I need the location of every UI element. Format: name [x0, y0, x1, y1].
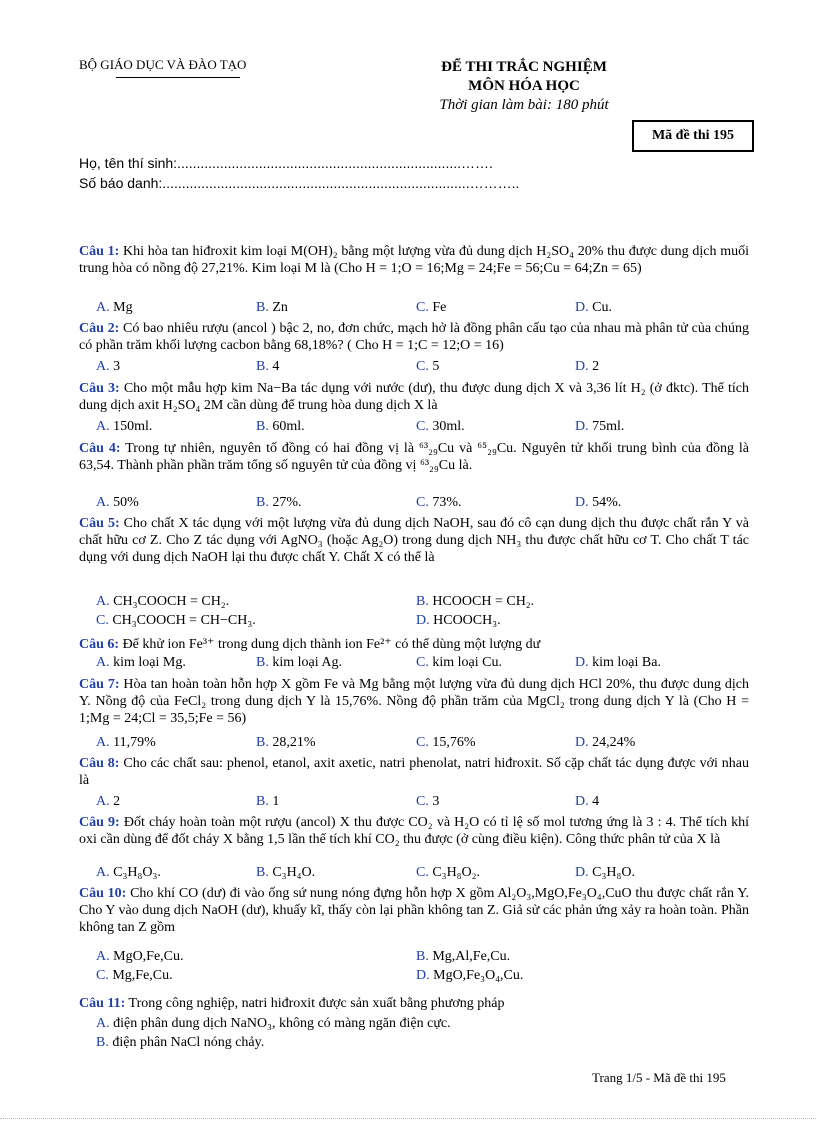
option-d[interactable]: [575, 734, 635, 751]
option-text: điện phân NaCl nóng chảy.: [108, 1035, 265, 1050]
option-list: [96, 948, 746, 984]
option-label: B.: [256, 655, 269, 670]
question-number: Câu 6:: [79, 637, 120, 652]
option-a[interactable]: [96, 593, 229, 610]
option-label: C.: [416, 359, 429, 374]
option-text: Mg,Fe,Cu.: [108, 968, 173, 983]
option-text: C₃H₈O₂.: [428, 865, 481, 880]
option-a[interactable]: [96, 864, 161, 881]
question-text: Cho một mẫu hợp kim Na−Ba tác dụng với nước (dư), thu được dung dịch X và 3,36 lít H₂ (ở đktc). Thể tích dung dịch axit H₂SO₄ 2M cần dùng để trung hòa dung dịch X là: [79, 381, 749, 413]
option-c[interactable]: [416, 654, 502, 671]
option-b[interactable]: [256, 358, 279, 375]
option-b[interactable]: [256, 864, 315, 881]
option-list: [96, 1015, 746, 1051]
option-label: C.: [416, 655, 429, 670]
option-label: C.: [416, 419, 429, 434]
option-text: MgO,Fe,Cu.: [109, 949, 184, 964]
option-c[interactable]: [416, 864, 480, 881]
option-text: CH₃COOCH = CH−CH₃.: [108, 613, 256, 628]
question-text: Khi hòa tan hiđroxit kim loại M(OH)₂ bằng một lượng vừa đủ dung dịch H₂SO₄ 20% thu được dung dịch muối trung hòa có nồng độ 27,21%. Kim loại M là (Cho H = 1;O = 16;Mg = 24;Fe = 56;Cu = 64;Zn = 65): [79, 244, 750, 276]
question-text: Cho khí CO (dư) đi vào ống sứ nung nóng đựng hỗn hợp X gồm Al₂O₃,MgO,Fe₃O₄,CuO thu được chất rắn Y. Cho Y vào dung dịch NaOH (dư), khuấy kĩ, thấy còn lại phần không tan Z. Giả sử các phản ứng xảy ra hoàn toàn. Phần không tan Z gồm: [79, 886, 749, 935]
option-c[interactable]: [416, 418, 465, 435]
question-6: [79, 636, 749, 653]
option-text: 2: [109, 794, 121, 809]
option-text: C₃H₈O₃.: [109, 865, 161, 880]
option-list: [96, 593, 746, 629]
option-label: B.: [416, 949, 429, 964]
option-text: 5: [428, 359, 440, 374]
option-text: CH₃COOCH = CH₂.: [109, 594, 230, 609]
option-text: HCOOCH₃.: [429, 613, 501, 628]
option-label: D.: [575, 495, 589, 510]
option-a[interactable]: [96, 793, 120, 810]
option-label: A.: [96, 495, 110, 510]
option-c[interactable]: [96, 967, 173, 984]
option-label: B.: [256, 735, 269, 750]
option-label: A.: [96, 865, 110, 880]
exam-subject: MÔN HÓA HỌC: [468, 78, 580, 94]
option-label: D.: [575, 300, 589, 315]
option-text: kim loại Cu.: [428, 655, 502, 670]
question-5: [79, 515, 749, 566]
option-label: B.: [256, 865, 269, 880]
exam-code-box: Mã đề thi 195: [632, 120, 754, 152]
option-d[interactable]: [575, 358, 599, 375]
option-text: kim loại Mg.: [109, 655, 186, 670]
option-text: 3: [428, 794, 440, 809]
option-d[interactable]: [575, 494, 621, 511]
option-text: 50%: [109, 495, 139, 510]
question-number: Câu 1:: [79, 244, 120, 259]
question-9: [79, 814, 749, 848]
option-d[interactable]: [575, 299, 612, 316]
option-c[interactable]: [96, 612, 256, 629]
candidate-name-line: Họ, tên thí sinh:.........................................................................…….: [79, 155, 493, 171]
question-number: Câu 10:: [79, 886, 127, 901]
option-c[interactable]: [416, 299, 446, 316]
option-label: D.: [575, 794, 589, 809]
option-text: 60ml.: [268, 419, 305, 434]
option-text: 4: [268, 359, 280, 374]
option-list: [96, 864, 746, 882]
question-4: [79, 440, 749, 474]
exam-duration: Thời gian làm bài: 180 phút: [439, 97, 609, 113]
option-label: C.: [416, 495, 429, 510]
option-list: [96, 418, 746, 436]
option-b[interactable]: [256, 654, 342, 671]
option-label: A.: [96, 359, 110, 374]
option-a[interactable]: [96, 948, 184, 965]
option-c[interactable]: [416, 358, 439, 375]
option-text: C₃H₄O.: [268, 865, 316, 880]
question-text: Cho các chất sau: phenol, etanol, axit axetic, natri phenolat, natri hiđroxit. Số cặp chất tác dụng được với nhau là: [79, 756, 750, 788]
option-label: A.: [96, 594, 110, 609]
option-b[interactable]: [416, 948, 510, 965]
question-text: Có bao nhiêu rượu (ancol ) bậc 2, no, đơn chức, mạch hở là đồng phân cấu tạo của nhau mà phân tử của chúng có phần trăm khối lượng cacbon bằng 68,18%? ( Cho H = 1;C = 12;O = 16): [79, 321, 749, 353]
question-text: Trong công nghiệp, natri hiđroxit được sản xuất bằng phương pháp: [125, 996, 505, 1011]
question-number: Câu 5:: [79, 516, 120, 531]
option-label: D.: [575, 865, 589, 880]
option-d[interactable]: [575, 864, 635, 881]
question-number: Câu 3:: [79, 381, 120, 396]
option-text: 30ml.: [428, 419, 465, 434]
option-list: [96, 299, 746, 317]
question-text: Hòa tan hoàn toàn hỗn hợp X gồm Fe và Mg bằng một lượng vừa đủ dung dịch HCl 20%, thu được dung dịch Y. Nồng độ của FeCl₂ trong dung dịch Y là 15,76%. Nồng độ phần trăm của MgCl₂ trong dung dịch Y là (Cho H = 1;Mg = 24;Cl = 35,5;Fe = 56): [79, 677, 749, 726]
option-text: 2: [588, 359, 600, 374]
option-text: 11,79%: [109, 735, 156, 750]
option-label: B.: [96, 1035, 109, 1050]
question-number: Câu 2:: [79, 321, 120, 336]
option-c[interactable]: [416, 734, 476, 751]
option-a[interactable]: [96, 654, 186, 671]
option-d[interactable]: [416, 967, 523, 984]
option-b[interactable]: [256, 734, 316, 751]
question-2: [79, 320, 749, 354]
option-label: D.: [575, 655, 589, 670]
option-label: B.: [256, 495, 269, 510]
candidate-id-line: Số báo danh:...............................................................................………..: [79, 175, 520, 191]
option-d[interactable]: [575, 654, 661, 671]
option-list: [96, 793, 746, 811]
option-text: MgO,Fe₃O₄,Cu.: [429, 968, 524, 983]
option-label: D.: [416, 968, 430, 983]
question-11: [79, 995, 749, 1012]
option-text: 27%.: [268, 495, 302, 510]
option-text: 15,76%: [428, 735, 476, 750]
option-text: 73%.: [428, 495, 462, 510]
question-8: [79, 755, 749, 789]
option-label: A.: [96, 1016, 110, 1031]
option-text: Fe: [428, 300, 447, 315]
question-number: Câu 4:: [79, 441, 121, 456]
ministry-name: BỘ GIÁO DỤC VÀ ĐÀO TẠO: [79, 57, 246, 73]
option-label: A.: [96, 419, 110, 434]
option-text: 54%.: [588, 495, 622, 510]
option-label: D.: [575, 419, 589, 434]
option-text: 3: [109, 359, 121, 374]
option-b[interactable]: [416, 593, 534, 610]
option-b[interactable]: [256, 494, 302, 511]
option-text: 4: [588, 794, 600, 809]
option-list: [96, 358, 746, 376]
option-b[interactable]: [256, 418, 305, 435]
question-1: [79, 243, 749, 277]
option-label: C.: [416, 865, 429, 880]
option-label: D.: [416, 613, 430, 628]
option-list: [96, 494, 746, 512]
option-a[interactable]: [96, 494, 139, 511]
option-text: kim loại Ba.: [588, 655, 661, 670]
option-text: 75ml.: [588, 419, 625, 434]
option-label: A.: [96, 794, 110, 809]
option-label: C.: [416, 300, 429, 315]
question-number: Câu 8:: [79, 756, 120, 771]
option-text: C₃H₈O.: [588, 865, 635, 880]
option-a[interactable]: [96, 1015, 451, 1032]
option-label: A.: [96, 735, 110, 750]
option-b[interactable]: [256, 793, 279, 810]
option-c[interactable]: [416, 793, 439, 810]
question-number: Câu 11:: [79, 996, 126, 1011]
option-label: A.: [96, 655, 110, 670]
page-bottom-divider: [0, 1118, 816, 1119]
question-number: Câu 9:: [79, 815, 120, 830]
question-text: Cho chất X tác dụng với một lượng vừa đủ dung dịch NaOH, sau đó cô cạn dung dịch thu được chất rắn Y và chất hữu cơ Z. Cho Z tác dụng với AgNO₃ (hoặc Ag₂O) trong dung dịch NH₃ thu được chất hữu cơ T. Cho chất T tác dụng với dung dịch NaOH lại thu được chất Y. Chất X có thể là: [79, 516, 750, 565]
option-text: 28,21%: [268, 735, 316, 750]
option-list: [96, 654, 746, 672]
question-text: Trong tự nhiên, nguyên tố đồng có hai đồng vị là ⁶³₂₉Cu và ⁶⁵₂₉Cu. Nguyên tử khối trung bình của đồng là 63,54. Thành phần phần trăm tổng số nguyên tử của đồng vị ⁶³₂₉Cu là.: [79, 441, 750, 473]
option-text: kim loại Ag.: [268, 655, 342, 670]
option-label: D.: [575, 359, 589, 374]
option-label: C.: [416, 794, 429, 809]
option-a[interactable]: [96, 734, 156, 751]
option-label: C.: [96, 613, 109, 628]
page-footer: Trang 1/5 - Mã đề thi 195: [592, 1070, 726, 1085]
option-b[interactable]: [96, 1034, 264, 1051]
question-7: [79, 676, 749, 727]
option-a[interactable]: [96, 418, 152, 435]
option-a[interactable]: [96, 358, 120, 375]
option-text: điện phân dung dịch NaNO₃, không có màng ngăn điện cực.: [109, 1016, 451, 1031]
option-label: A.: [96, 300, 110, 315]
option-c[interactable]: [416, 494, 462, 511]
option-label: D.: [575, 735, 589, 750]
option-label: C.: [416, 735, 429, 750]
option-list: [96, 734, 746, 752]
option-d[interactable]: [575, 793, 599, 810]
option-text: HCOOCH = CH₂.: [428, 594, 535, 609]
exam-heading: [400, 58, 648, 115]
option-text: Zn: [268, 300, 288, 315]
option-text: 24,24%: [588, 735, 636, 750]
question-10: [79, 885, 749, 936]
option-label: C.: [96, 968, 109, 983]
ministry-underline: [116, 77, 240, 78]
question-3: [79, 380, 749, 414]
option-b[interactable]: [256, 299, 288, 316]
option-label: B.: [256, 419, 269, 434]
option-text: Mg,Al,Fe,Cu.: [428, 949, 511, 964]
option-label: B.: [256, 794, 269, 809]
option-d[interactable]: [416, 612, 501, 629]
option-label: B.: [416, 594, 429, 609]
option-text: 150ml.: [109, 419, 153, 434]
option-label: B.: [256, 359, 269, 374]
question-text: Để khử ion Fe³⁺ trong dung dịch thành ion Fe²⁺ có thể dùng một lượng dư: [119, 637, 541, 652]
option-text: Cu.: [588, 300, 612, 315]
option-text: Mg: [109, 300, 133, 315]
option-d[interactable]: [575, 418, 624, 435]
exam-title: ĐỂ THI TRẮC NGHIỆM: [441, 59, 607, 75]
option-label: B.: [256, 300, 269, 315]
question-text: Đốt cháy hoàn toàn một rượu (ancol) X thu được CO₂ và H₂O có tỉ lệ số mol tương ứng là 3 : 4. Thể tích khí oxi cần dùng để đốt cháy X bằng 1,5 lần thể tích khí CO₂ thu được (ở cùng điều kiện). Công thức phân tử của X là: [79, 815, 750, 847]
option-label: A.: [96, 949, 110, 964]
question-number: Câu 7:: [79, 677, 120, 692]
option-text: 1: [268, 794, 280, 809]
option-a[interactable]: [96, 299, 133, 316]
